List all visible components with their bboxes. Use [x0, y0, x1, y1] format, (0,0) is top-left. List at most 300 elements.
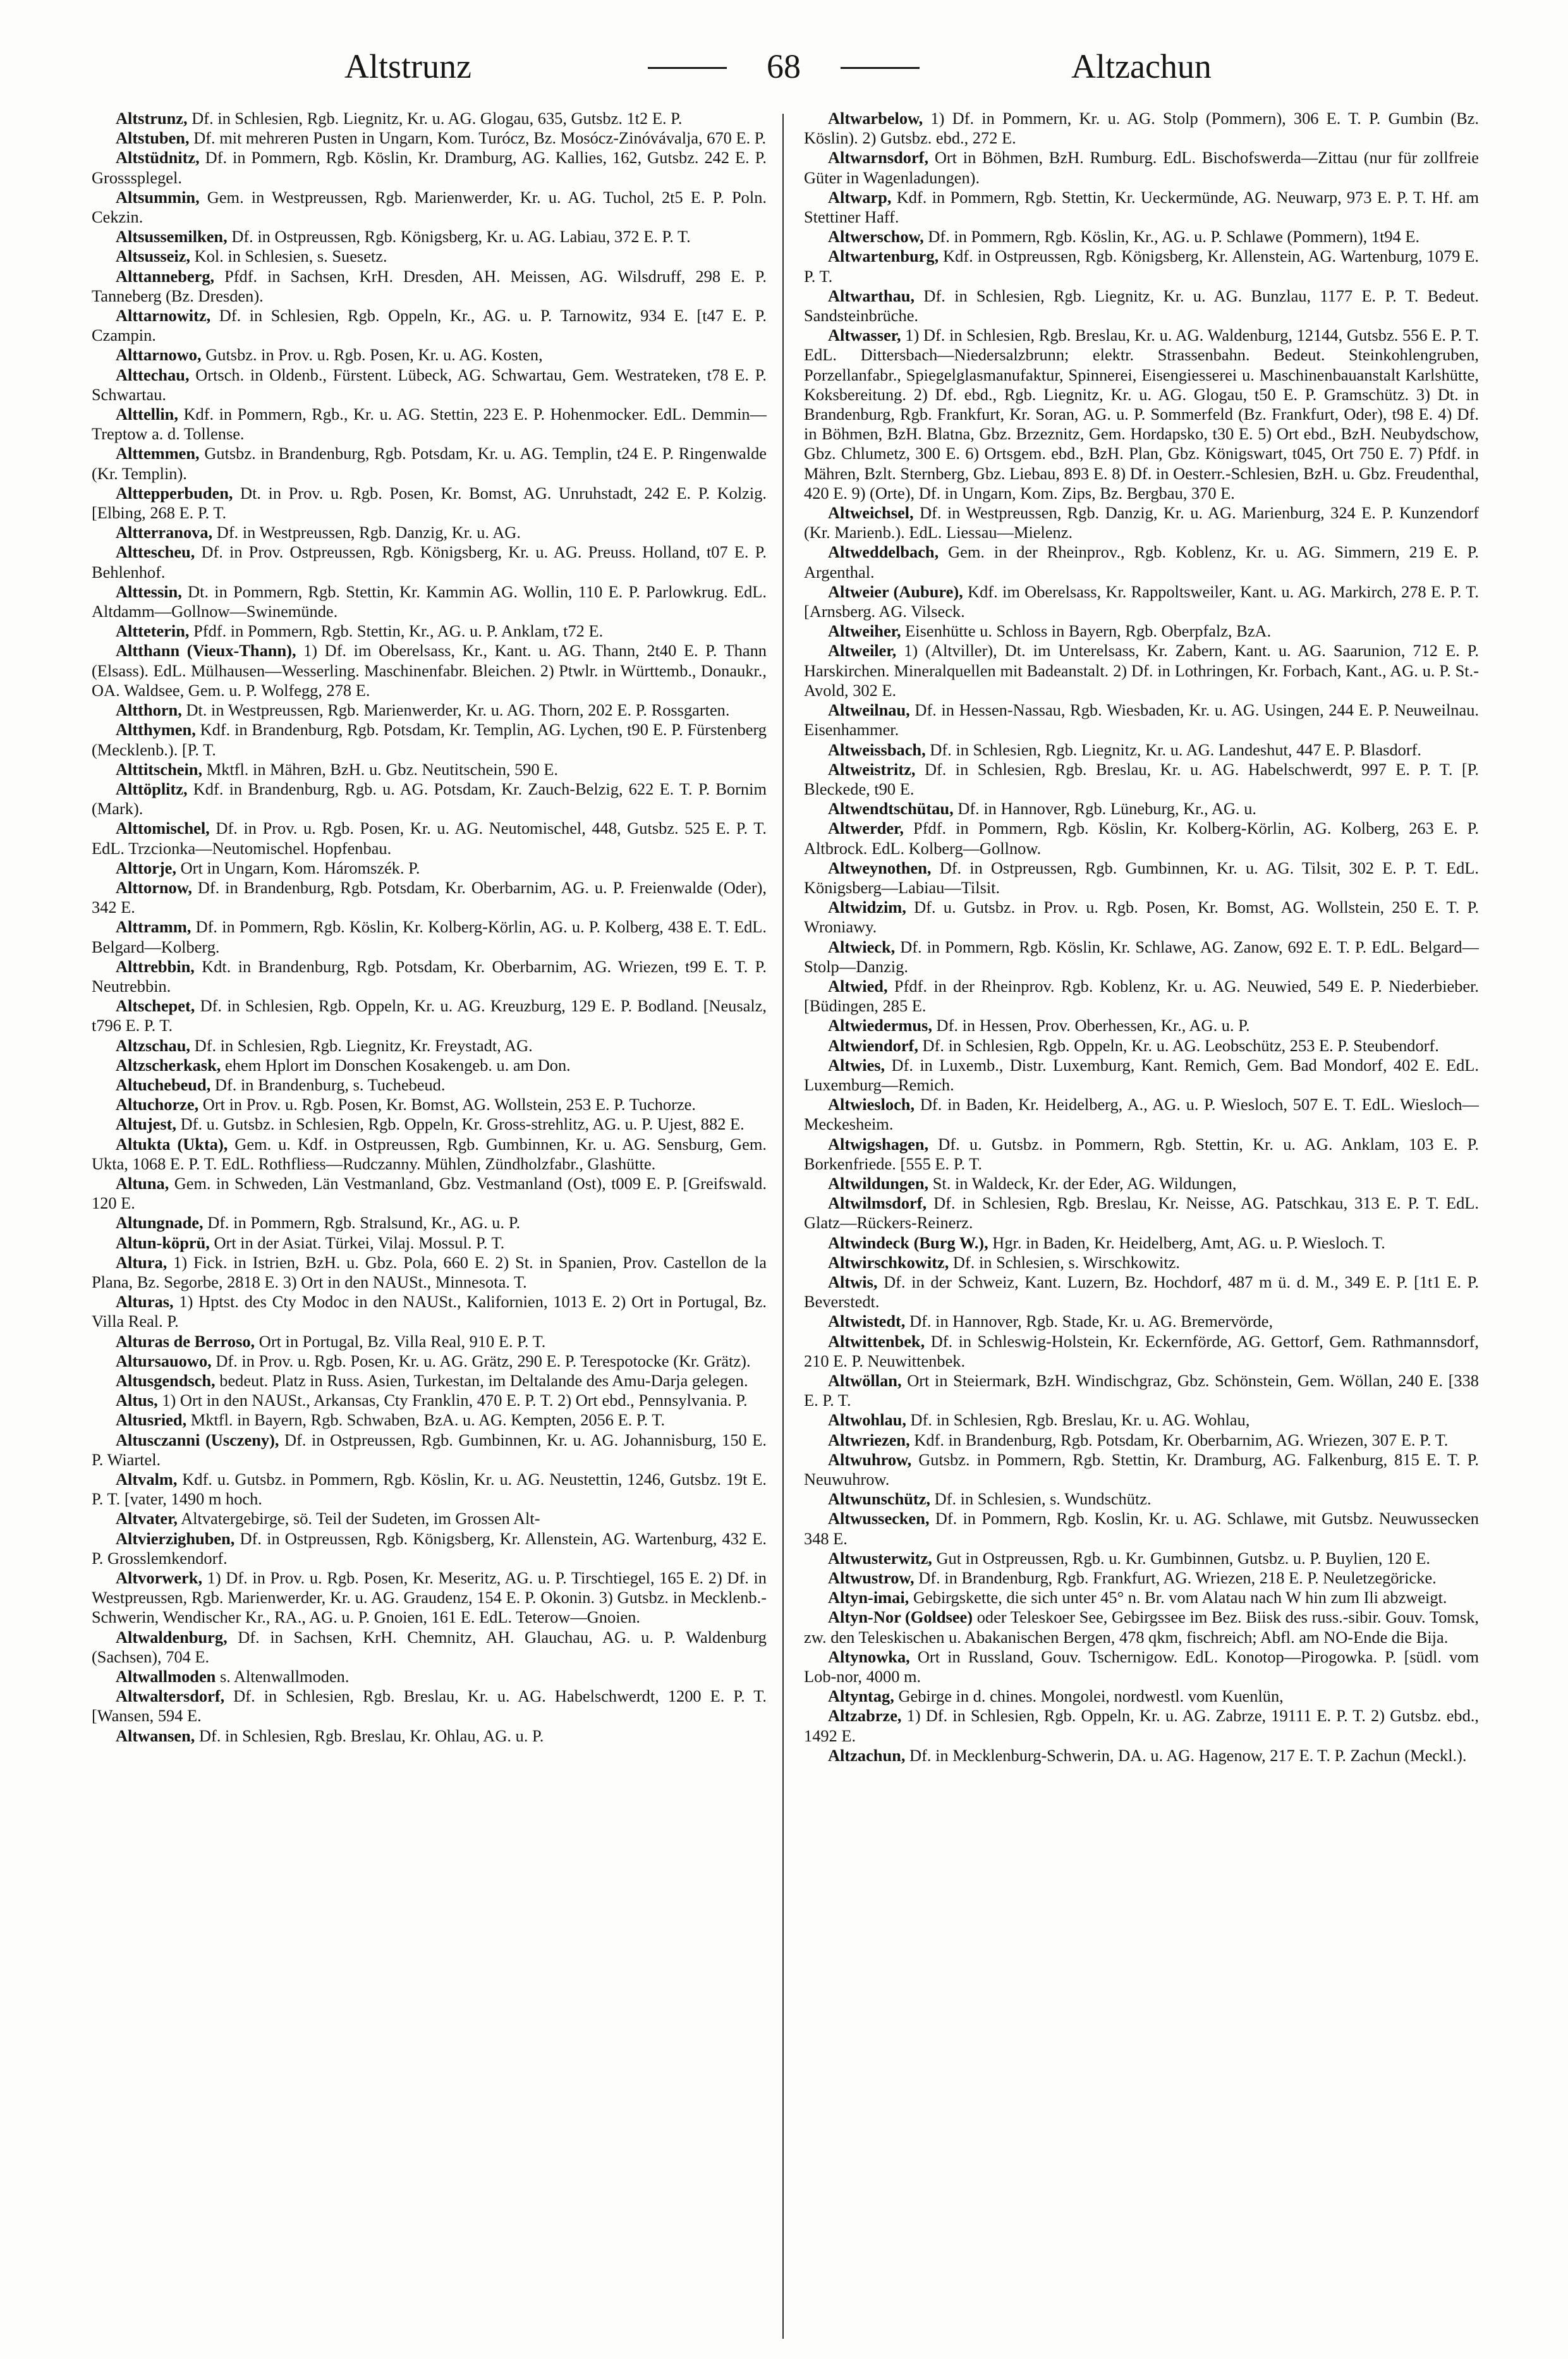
entry-term: Altukta (Ukta),	[116, 1134, 228, 1154]
gazetteer-entry	[804, 819, 1479, 858]
entry-term: Altyntag,	[828, 1686, 894, 1706]
entry-body: Pfdf. in der Rheinprov. Rgb. Koblenz, Kr. u. AG. Neuwied, 549 E. P. Niederbieber. [Büdingen, 285 E.	[804, 976, 1479, 1016]
entry-body: Kdf. in Brandenburg, Rgb. u. AG. Potsdam, Kr. Zauch-Belzig, 622 E. T. P. Bornim (Mark).	[92, 779, 767, 819]
entry-body: 1) Df. in Pommern, Kr. u. AG. Stolp (Pommern), 306 E. T. P. Gumbin (Bz. Köslin). 2) Gutsbz. ebd., 272 E.	[804, 109, 1479, 148]
entry-body: Df. mit mehreren Pusten in Ungarn, Kom. Turócz, Bz. Mosócz-Zinóvávalja, 670 E. P.	[193, 128, 767, 148]
entry-body: 1) Df. in Prov. u. Rgb. Posen, Kr. Meseritz, AG. u. P. Tirschtiegel, 165 E. 2) Df. in Westpreussen, Rgb. Marienwerder, Kr. u. AG. Graudenz, 154 E. P. Okonin. 3) Gutsbz. in Mecklenb.-Schwerin, Wendischer Kr., RA., AG. u. P. Gnoien, 161 E. EdL. Teterow—Gnoien.	[92, 1568, 767, 1627]
entry-body: Kdf. in Brandenburg, Rgb. Potsdam, Kr. Templin, AG. Lychen, t90 E. P. Fürstenberg (Mecklenb.). [P. T.	[92, 720, 767, 759]
entry-term: Altwistedt,	[828, 1312, 906, 1331]
gazetteer-entry	[804, 1430, 1479, 1450]
gazetteer-entry	[92, 720, 767, 759]
entry-term: Alttomischel,	[116, 819, 210, 838]
entry-body: Df. in Schlesien, Rgb. Liegnitz, Kr. u. AG. Landeshut, 447 E. P. Blasdorf.	[930, 740, 1422, 759]
gazetteer-entry	[804, 286, 1479, 326]
entry-term: Alttornow,	[116, 877, 192, 897]
gazetteer-entry	[804, 542, 1479, 582]
entry-term: Alttrebbin,	[116, 956, 195, 976]
entry-body: Df. in Ostpreussen, Rgb. Königsberg, Kr. Allenstein, AG. Wartenburg, 432 E. P. Grosslemkendorf.	[92, 1528, 767, 1568]
gazetteer-entry	[804, 700, 1479, 740]
entry-term: Altwarp,	[828, 187, 892, 207]
gazetteer-entry	[804, 1549, 1479, 1568]
entry-body: Df. in Ostpreussen, Rgb. Königsberg, Kr. u. AG. Labiau, 372 E. P. T.	[231, 227, 691, 247]
entry-term: Altzabrze,	[828, 1706, 902, 1726]
entry-term: Alttorje,	[116, 858, 176, 877]
entry-term: Altwallmoden	[116, 1667, 216, 1686]
gazetteer-entry	[804, 1095, 1479, 1134]
entry-body: Df. in Schlesien, s. Wirschkowitz.	[952, 1252, 1180, 1272]
gazetteer-entry	[92, 700, 767, 720]
entry-body: Kdf. u. Gutsbz. in Pommern, Rgb. Köslin, Kr. u. AG. Neustettin, 1246, Gutsbz. 19t E. P. T. [vater, 1490 m hoch.	[92, 1470, 767, 1509]
header-dash-right	[841, 67, 920, 69]
entry-term: Altweichsel,	[828, 503, 914, 523]
entry-term: Altus,	[116, 1391, 158, 1410]
entry-body: Df. in Brandenburg, s. Tuchebeud.	[214, 1075, 446, 1094]
gazetteer-entry	[804, 109, 1479, 148]
entry-term: Altujest,	[116, 1114, 177, 1134]
entry-body: 1) Fick. in Istrien, BzH. u. Gbz. Pola, 660 E. 2) St. in Spanien, Prov. Castellon de la Plana, Bz. Segorbe, 2818 E. 3) Ort in den NAUSt., Minnesota. T.	[92, 1252, 767, 1291]
entry-term: Altwunschütz,	[828, 1489, 931, 1509]
entry-body: Df. u. Gutsbz. in Schlesien, Rgb. Oppeln, Kr. Gross-strehlitz, AG. u. P. Ujest, 882 E.	[180, 1114, 744, 1134]
gazetteer-entry	[804, 1193, 1479, 1233]
gazetteer-entry	[92, 1351, 767, 1371]
entry-term: Altweiler,	[828, 641, 897, 661]
gazetteer-entry	[92, 345, 767, 365]
entry-body: Kdf. in Ostpreussen, Rgb. Königsberg, Kr. Allenstein, AG. Wartenburg, 1079 E. P. T.	[804, 247, 1479, 286]
entry-term: Altweier (Aubure),	[828, 582, 963, 601]
gazetteer-entry	[92, 760, 767, 779]
entry-body: Eisenhütte u. Schloss in Bayern, Rgb. Oberpfalz, BzA.	[905, 621, 1272, 641]
gazetteer-entry	[804, 621, 1479, 641]
gazetteer-entry	[92, 1075, 767, 1095]
gazetteer-entry	[804, 188, 1479, 227]
entry-body: 1) Hptst. des Cty Modoc in den NAUSt., Kalifornien, 1013 E. 2) Ort in Portugal, Bz. Villa Real. P.	[92, 1292, 767, 1331]
gazetteer-entry	[92, 779, 767, 819]
entry-body: 1) Ort in den NAUSt., Arkansas, Cty Franklin, 470 E. P. T. 2) Ort ebd., Pennsylvania. P.	[162, 1391, 748, 1410]
gazetteer-entry	[92, 1686, 767, 1726]
entry-body: Gem. in der Rheinprov., Rgb. Koblenz, Kr. u. AG. Simmern, 219 E. P. Argenthal.	[804, 542, 1479, 582]
gazetteer-entry	[92, 1114, 767, 1134]
entry-term: Altura,	[116, 1252, 167, 1272]
gazetteer-entry	[804, 760, 1479, 799]
entry-term: Altwied,	[828, 976, 888, 996]
gazetteer-entry	[804, 582, 1479, 621]
entry-term: Altthymen,	[116, 720, 196, 740]
entry-term: Altteterin,	[116, 621, 190, 641]
gazetteer-entry	[804, 858, 1479, 898]
gazetteer-entry	[804, 148, 1479, 187]
entry-body: Df. in Hessen-Nassau, Rgb. Wiesbaden, Kr. u. AG. Usingen, 244 E. P. Neuweilnau. Eisenhammer.	[804, 700, 1479, 740]
entry-body: St. in Waldeck, Kr. der Eder, AG. Wildungen,	[932, 1173, 1237, 1193]
entry-term: Alttellin,	[116, 405, 178, 424]
entry-term: Altwarnsdorf,	[828, 148, 929, 168]
gazetteer-entry	[804, 1746, 1479, 1765]
gazetteer-entry	[92, 1056, 767, 1075]
gazetteer-entry	[92, 1470, 767, 1509]
entry-body: Ort in der Asiat. Türkei, Vilaj. Mossul. P. T.	[214, 1233, 505, 1252]
entry-term: Altwohlau,	[828, 1410, 906, 1430]
gazetteer-entry	[804, 977, 1479, 1016]
entry-body: Df. in Brandenburg, Rgb. Frankfurt, AG. Wriezen, 218 E. P. Neuletzegöricke.	[918, 1568, 1437, 1588]
entry-body: Df. in Schlesien, Rgb. Liegnitz, Kr. u. AG. Glogau, 635, Gutsbz. 1t2 E. P.	[191, 109, 683, 128]
entry-term: Altuchorze,	[116, 1095, 199, 1114]
gazetteer-entry	[92, 1391, 767, 1410]
entry-body: Ort in Russland, Gouv. Tschernigow. EdL. Konotop—Pirogowka. P. [südl. vom Lob-nor, 4000 m.	[804, 1647, 1479, 1686]
entry-body: Gem. in Westpreussen, Rgb. Marienwerder, Kr. u. AG. Tuchol, 2t5 E. P. Poln. Cekzin.	[92, 187, 767, 227]
entry-term: Altterranova,	[116, 523, 213, 542]
gazetteer-entry	[92, 621, 767, 641]
entry-body: Df. in Schlesien, Rgb. Breslau, Kr. u. AG. Wohlau,	[910, 1410, 1250, 1430]
entry-term: Altwilmsdorf,	[828, 1193, 927, 1213]
gazetteer-entry	[92, 1410, 767, 1430]
gazetteer-entry	[804, 1509, 1479, 1548]
entry-term: Altursauowo,	[116, 1351, 212, 1370]
entry-term: Altwiesloch,	[828, 1095, 915, 1114]
entry-term: Altvater,	[116, 1509, 178, 1528]
entry-body: Gut in Ostpreussen, Rgb. u. Kr. Gumbinnen, Gutsbz. u. P. Buylien, 120 E.	[936, 1548, 1430, 1568]
entry-term: Altyn-imai,	[828, 1588, 909, 1607]
gazetteer-entry	[92, 444, 767, 483]
gazetteer-entry	[92, 267, 767, 306]
entry-term: Altusczanni (Usczeny),	[116, 1430, 279, 1449]
entry-body: Ort in Prov. u. Rgb. Posen, Kr. Bomst, AG. Wollstein, 253 E. P. Tuchorze.	[202, 1095, 696, 1114]
gazetteer-entry	[804, 1588, 1479, 1607]
entry-body: 1) Df. im Oberelsass, Kr., Kant. u. AG. Thann, 2t40 E. P. Thann (Elsass). EdL. Mülhausen—Wesserling. Maschinenfabr. Bleichen. 2) Ptwlr. in Württemb., Donaukr., OA. Waldsee, Gem. u. P. Wolfegg, 278 E.	[92, 641, 767, 700]
entry-body: s. Altenwallmoden.	[219, 1667, 349, 1686]
entry-body: 1) (Altviller), Dt. im Unterelsass, Kr. Zabern, Kant. u. AG. Saarunion, 712 E. P. Harskirchen. Mineralquellen mit Badeanstalt. 2) Df. in Lothringen, Kr. Forbach, Kant., AG. u. P. St.-Avold, 302 E.	[804, 641, 1479, 700]
entry-term: Altuchebeud,	[116, 1075, 211, 1094]
entry-term: Alttemmen,	[116, 444, 200, 463]
entry-body: Df. in Hessen, Prov. Oberhessen, Kr., AG. u. P.	[936, 1016, 1250, 1035]
entry-term: Alttanneberg,	[116, 266, 215, 286]
gazetteer-entry	[92, 1509, 767, 1528]
entry-term: Altwusterwitz,	[828, 1548, 932, 1568]
page-number: 68	[767, 47, 801, 85]
entry-body: Pfdf. in Sachsen, KrH. Dresden, AH. Meissen, AG. Wilsdruff, 298 E. P. Tanneberg (Bz. Dresden).	[92, 266, 767, 305]
gazetteer-entry	[92, 1213, 767, 1233]
entry-body: Kdt. in Brandenburg, Rgb. Potsdam, Kr. Oberbarnim, AG. Wriezen, t99 E. T. P. Neutrebbin.	[92, 956, 767, 996]
entry-term: Altsusseiz,	[116, 247, 191, 266]
entry-body: Kdf. in Pommern, Rgb. Stettin, Kr. Ueckermünde, AG. Neuwarp, 973 E. P. T. Hf. am Stettiner Haff.	[804, 187, 1479, 227]
entry-body: oder Teleskoer See, Gebirgssee im Bez. Biisk des russ.-sibir. Gouv. Tomsk, zw. den Teleskischen u. Abakanischen Bergen, 478 qkm, fischreich; Abfl. am NO-Ende die Bija.	[804, 1607, 1479, 1647]
entry-term: Altvalm,	[116, 1470, 178, 1489]
entry-term: Alttramm,	[116, 917, 191, 937]
gazetteer-entry	[92, 148, 767, 187]
entry-term: Altschepet,	[116, 996, 195, 1016]
gazetteer-entry	[804, 1312, 1479, 1331]
gazetteer-entry	[804, 1371, 1479, 1410]
entry-term: Altwirschkowitz,	[828, 1252, 949, 1272]
entry-term: Alttescheu,	[116, 542, 195, 562]
gazetteer-entry	[92, 1253, 767, 1292]
gazetteer-entry	[804, 799, 1479, 819]
gazetteer-entry	[92, 227, 767, 247]
gazetteer-entry	[92, 1292, 767, 1331]
entry-body: Df. in Westpreussen, Rgb. Danzig, Kr. u. AG.	[216, 523, 521, 542]
entry-term: Altstrunz,	[116, 109, 188, 128]
entry-body: Df. u. Gutsbz. in Prov. u. Rgb. Posen, Kr. Bomst, AG. Wollstein, 250 E. T. P. Wroniawy.	[804, 898, 1479, 937]
gazetteer-entry	[804, 1056, 1479, 1095]
entry-term: Altwildungen,	[828, 1173, 929, 1193]
gazetteer-entry	[804, 503, 1479, 542]
entry-term: Altstüdnitz,	[116, 148, 200, 168]
entry-term: Altwriezen,	[828, 1430, 910, 1449]
entry-term: Altstuben,	[116, 128, 190, 148]
entry-body: Df. in Pommern, Rgb. Köslin, Kr. Schlawe, AG. Zanow, 692 E. T. P. EdL. Belgard—Stolp—Danzig.	[804, 937, 1479, 976]
gazetteer-entry	[804, 937, 1479, 977]
gazetteer-entry	[92, 1095, 767, 1114]
entry-body: Df. in Schlesien, Rgb. Liegnitz, Kr. u. AG. Bunzlau, 1177 E. P. T. Bedeut. Sandsteinbrüche.	[804, 286, 1479, 326]
entry-term: Altwiendorf,	[828, 1035, 918, 1055]
entry-term: Altuna,	[116, 1173, 169, 1193]
entry-body: Altvatergebirge, sö. Teil der Sudeten, im Grossen Alt-	[181, 1509, 540, 1528]
gazetteer-entry	[92, 1529, 767, 1568]
entry-body: 1) Df. in Schlesien, Rgb. Oppeln, Kr. u. AG. Zabrze, 19111 E. P. T. 2) Gutsbz. ebd., 1492 E.	[804, 1706, 1479, 1745]
entry-body: Df. in Prov. u. Rgb. Posen, Kr. u. AG. Grätz, 290 E. P. Terespotocke (Kr. Grätz).	[216, 1351, 751, 1370]
entry-body: Df. in Pommern, Rgb. Köslin, Kr. Dramburg, AG. Kallies, 162, Gutsbz. 242 E. P. Grosssplegel.	[92, 148, 767, 187]
entry-body: Df. in Pommern, Rgb. Koslin, Kr. u. AG. Schlawe, mit Gutsbz. Neuwussecken 348 E.	[804, 1509, 1479, 1548]
gazetteer-entry	[92, 128, 767, 148]
entry-body: Df. in Schlesien, Rgb. Liegnitz, Kr. Freystadt, AG.	[194, 1035, 533, 1055]
entry-body: ehem Hplort im Donschen Kosakengeb. u. am Don.	[225, 1055, 571, 1075]
gazetteer-entry	[92, 109, 767, 128]
entry-body: Kdf. in Brandenburg, Rgb. Potsdam, Kr. Oberbarnim, AG. Wriezen, 307 E. P. T.	[914, 1430, 1449, 1449]
entry-body: Df. in Pommern, Rgb. Köslin, Kr., AG. u. P. Schlawe (Pommern), 1t94 E.	[928, 227, 1420, 247]
entry-term: Altwaldenburg,	[116, 1627, 228, 1647]
page-header	[0, 44, 1568, 88]
gazetteer-entry	[804, 227, 1479, 247]
entry-term: Altusried,	[116, 1410, 187, 1430]
entry-body: Df. in Ostpreussen, Rgb. Gumbinnen, Kr. u. AG. Johannisburg, 150 E. P. Wiartel.	[92, 1430, 767, 1469]
entry-body: Hgr. in Baden, Kr. Heidelberg, Amt, AG. u. P. Wiesloch. T.	[992, 1233, 1385, 1252]
entry-term: Altwuhrow,	[828, 1449, 912, 1469]
entry-term: Altsussemilken,	[116, 227, 228, 247]
entry-body: Df. in Westpreussen, Rgb. Danzig, Kr. u. AG. Marienburg, 324 E. P. Kunzendorf (Kr. Marienb.). EdL. Liessau—Mielenz.	[804, 503, 1479, 542]
entry-term: Alttechau,	[116, 365, 190, 384]
entry-term: Altwarthau,	[828, 286, 915, 305]
entry-term: Altwarbelow,	[828, 109, 923, 128]
gazetteer-entry	[92, 523, 767, 542]
entry-body: Dt. in Prov. u. Rgb. Posen, Kr. Bomst, AG. Unruhstadt, 242 E. P. Kolzig. [Elbing, 268 E. P. T.	[92, 483, 767, 523]
entry-term: Altungnade,	[116, 1213, 204, 1233]
entry-term: Altwansen,	[116, 1726, 195, 1745]
entry-body: Df. in der Schweiz, Kant. Luzern, Bz. Hochdorf, 487 m ü. d. M., 349 E. P. [1t1 E. P. Beverstedt.	[804, 1272, 1479, 1312]
entry-body: bedeut. Platz in Russ. Asien, Turkestan, im Deltalande des Amu-Darja gelegen.	[219, 1371, 748, 1390]
gazetteer-entry	[804, 1647, 1479, 1686]
gazetteer-entry	[92, 306, 767, 345]
gazetteer-entry	[804, 1686, 1479, 1706]
entry-term: Altwittenbek,	[828, 1331, 925, 1351]
gazetteer-entry	[804, 326, 1479, 503]
gazetteer-entry	[804, 1332, 1479, 1371]
gazetteer-entry	[92, 405, 767, 444]
gazetteer-entry	[92, 188, 767, 227]
gazetteer-entry	[804, 740, 1479, 760]
entry-term: Altvierzighuben,	[116, 1528, 235, 1548]
entry-term: Altwis,	[828, 1272, 878, 1291]
entry-term: Altwerschow,	[828, 227, 924, 247]
entry-term: Altzschau,	[116, 1035, 191, 1055]
gazetteer-entry	[804, 1253, 1479, 1272]
entry-body: Kol. in Schlesien, s. Suesetz.	[194, 247, 387, 266]
entry-body: Df. in Schlesien, Rgb. Oppeln, Kr. u. AG. Kreuzburg, 129 E. P. Bodland. [Neusalz, t796 E. P. T.	[92, 996, 767, 1035]
gazetteer-entry	[92, 917, 767, 956]
gazetteer-entry	[92, 957, 767, 996]
gazetteer-entry	[92, 365, 767, 405]
gazetteer-entry	[92, 819, 767, 858]
gazetteer-entry	[92, 878, 767, 917]
entry-body: Df. in Schlesien, Rgb. Oppeln, Kr. u. AG. Leobschütz, 253 E. P. Steubendorf.	[922, 1035, 1439, 1055]
entry-body: Df. in Ostpreussen, Rgb. Gumbinnen, Kr. u. AG. Tilsit, 302 E. P. T. EdL. Königsberg—Labiau—Tilsit.	[804, 858, 1479, 897]
gazetteer-entry	[804, 1607, 1479, 1647]
entry-term: Altwendtschütau,	[828, 799, 954, 819]
entry-body: Pfdf. in Pommern, Rgb. Stettin, Kr., AG. u. P. Anklam, t72 E.	[193, 621, 604, 641]
entry-term: Altwasser,	[828, 326, 901, 345]
gazetteer-entry	[92, 1036, 767, 1056]
gazetteer-entry	[92, 1726, 767, 1746]
entry-term: Altwidzim,	[828, 898, 906, 917]
gazetteer-entry	[92, 858, 767, 878]
header-left-term: Altstrunz	[344, 47, 471, 85]
entry-body: 1) Df. in Schlesien, Rgb. Breslau, Kr. u. AG. Waldenburg, 12144, Gutsbz. 556 E. P. T. EdL. Dittersbach—Niedersalzbrunn; elektr. Strassenbahn. Bedeut. Steinkohlengruben, Porzellanfabr., Spiegelglasmanufaktur, Spinnerei, Eisengiesserei u. Maschinenbauanstalt Karlshütte, Koksbereitung. 2) Df. ebd., Rgb. Liegnitz, Kr. u. AG. Glogau, t50 E. P. Gramschütz. 3) Dt. in Brandenburg, Rgb. Frankfurt, Kr. Soran, AG. u. P. Sommerfeld (Bz. Frankfurt, Oder), t98 E. 4) Df. in Böhmen, BzH. Blatna, Gbz. Brzeznitz, Gem. Hordapsko, t30 E. 5) Ort ebd., BzH. Neubydschow, Gbz. Chlumetz, 300 E. 6) Ortsgem. ebd., BzH. Plan, Gbz. Königswart, t045, Ort 750 E. 7) Pfdf. in Mähren, Bzlt. Sternberg, Gbz. Liebau, 893 E. 8) Df. in Oesterr.-Schlesien, BzH. u. Gbz. Freudenthal, 420 E. 9) (Orte), Df. in Ungarn, Kom. Zips, Bz. Bergbau, 370 E.	[804, 326, 1479, 503]
entry-term: Alturas de Berroso,	[116, 1331, 255, 1351]
entry-body: Df. in Schlesien, Rgb. Breslau, Kr. u. AG. Habelschwerdt, 997 E. P. T. [P. Bleckede, t90 E.	[804, 759, 1479, 798]
entry-body: Df. in Schlesien, Rgb. Breslau, Kr. Ohlau, AG. u. P.	[198, 1726, 544, 1745]
entry-body: Ort in Portugal, Bz. Villa Real, 910 E. P. T.	[258, 1331, 546, 1351]
entry-term: Altynowka,	[828, 1647, 910, 1666]
gazetteer-entry	[804, 1568, 1479, 1588]
entry-term: Altweddelbach,	[828, 542, 939, 562]
entry-term: Altwies,	[828, 1055, 885, 1075]
gazetteer-entry	[92, 1371, 767, 1391]
entry-term: Altweynothen,	[828, 858, 932, 877]
entry-term: Altyn-Nor (Goldsee)	[828, 1607, 973, 1627]
entry-term: Altwussecken,	[828, 1509, 930, 1528]
entry-body: Df. in Schlesien, s. Wundschütz.	[934, 1489, 1152, 1509]
entry-term: Altweilnau,	[828, 700, 910, 720]
entry-body: Df. in Hannover, Rgb. Lüneburg, Kr., AG. u.	[957, 799, 1257, 819]
gazetteer-entry	[92, 247, 767, 266]
entry-body: Df. in Brandenburg, Rgb. Potsdam, Kr. Oberbarnim, AG. u. P. Freienwalde (Oder), 342 E.	[92, 877, 767, 917]
entry-body: Df. in Hannover, Rgb. Stade, Kr. u. AG. Bremervörde,	[909, 1312, 1273, 1331]
entry-body: Gem. u. Kdf. in Ostpreussen, Rgb. Gumbinnen, Kr. u. AG. Sensburg, Gem. Ukta, 1068 E. P. T. EdL. Rothfliess—Rudczanny. Mühlen, Zündholzfabr., Glashütte.	[92, 1134, 767, 1173]
entry-body: Gem. in Schweden, Län Vestmanland, Gbz. Vestmanland (Ost), t009 E. P. [Greifswald. 120 E.	[92, 1173, 767, 1213]
right-column	[804, 109, 1479, 2334]
gazetteer-entry	[92, 1568, 767, 1628]
gazetteer-entry	[92, 1135, 767, 1174]
gazetteer-entry	[804, 641, 1479, 700]
entry-term: Altzachun,	[828, 1745, 906, 1765]
entry-body: Gutsbz. in Pommern, Rgb. Stettin, Kr. Dramburg, AG. Falkenburg, 815 E. T. P. Neuwuhrow.	[804, 1449, 1479, 1489]
entry-term: Alttarnowo,	[116, 345, 202, 365]
entry-term: Alttepperbuden,	[116, 483, 233, 503]
entry-body: Ort in Ungarn, Kom. Háromszék. P.	[180, 858, 420, 877]
entry-body: Pfdf. in Pommern, Rgb. Köslin, Kr. Kolberg-Körlin, AG. Kolberg, 263 E. P. Altbrock. EdL. Kolberg—Gollnow.	[804, 819, 1479, 858]
entry-term: Altthorn,	[116, 700, 182, 720]
entry-term: Altwieck,	[828, 937, 896, 956]
entry-body: Df. in Schlesien, Rgb. Breslau, Kr. u. AG. Habelschwerdt, 1200 E. P. T. [Wansen, 594 E.	[92, 1686, 767, 1726]
entry-term: Altweissbach,	[828, 740, 926, 759]
gazetteer-entry	[804, 1489, 1479, 1509]
entry-term: Altwartenburg,	[828, 247, 939, 266]
entry-body: Mktfl. in Mähren, BzH. u. Gbz. Neutitschein, 590 E.	[206, 759, 558, 779]
entry-term: Alttarnowitz,	[116, 306, 211, 326]
gazetteer-entry	[804, 1135, 1479, 1174]
gazetteer-entry	[92, 1628, 767, 1667]
entry-body: Mktfl. in Bayern, Rgb. Schwaben, BzA. u. AG. Kempten, 2056 E. P. T.	[190, 1410, 665, 1430]
left-column	[92, 109, 767, 2334]
entry-term: Altthann (Vieux-Thann),	[116, 641, 296, 661]
gazetteer-entry	[804, 247, 1479, 286]
gazetteer-entry	[92, 996, 767, 1035]
entry-body: Gutsbz. in Prov. u. Rgb. Posen, Kr. u. AG. Kosten,	[205, 345, 543, 365]
entry-body: Gebirge in d. chines. Mongolei, nordwestl. vom Kuenlün,	[898, 1686, 1284, 1706]
gazetteer-entry	[92, 1233, 767, 1253]
entry-body: Df. u. Gutsbz. in Pommern, Rgb. Stettin, Kr. u. AG. Anklam, 103 E. P. Borkenfriede. [555 E. P. T.	[804, 1134, 1479, 1173]
entry-body: Kdf. in Pommern, Rgb., Kr. u. AG. Stettin, 223 E. P. Hohenmocker. EdL. Demmin—Treptow a. d. Tollense.	[92, 405, 767, 444]
gazetteer-entry	[92, 1174, 767, 1213]
entry-term: Alttitschein,	[116, 759, 203, 779]
gazetteer-entry	[804, 1016, 1479, 1035]
entry-body: Df. in Prov. u. Rgb. Posen, Kr. u. AG. Neutomischel, 448, Gutsbz. 525 E. P. T. EdL. Trzcionka—Neutomischel. Hopfenbau.	[92, 819, 767, 858]
entry-term: Altwigshagen,	[828, 1134, 929, 1154]
entry-body: Gutsbz. in Brandenburg, Rgb. Potsdam, Kr. u. AG. Templin, t24 E. P. Ringenwalde (Kr. Templin).	[92, 444, 767, 483]
entry-term: Alttessin,	[116, 582, 182, 601]
entry-term: Altwiedermus,	[828, 1016, 932, 1035]
entry-body: Df. in Schleswig-Holstein, Kr. Eckernförde, AG. Gettorf, Gem. Rathmannsdorf, 210 E. P. Neuwittenbek.	[804, 1331, 1479, 1370]
gazetteer-entry	[804, 1174, 1479, 1193]
entry-term: Altvorwerk,	[116, 1568, 203, 1588]
entry-term: Altwindeck (Burg W.),	[828, 1233, 988, 1252]
gazetteer-entry	[804, 1410, 1479, 1430]
entry-body: Ortsch. in Oldenb., Fürstent. Lübeck, AG. Schwartau, Gem. Westrateken, t78 E. P. Schwartau.	[92, 365, 767, 404]
gazetteer-entry	[92, 641, 767, 700]
entry-term: Altwaltersdorf,	[116, 1686, 225, 1706]
entry-body: Df. in Mecklenburg-Schwerin, DA. u. AG. Hagenow, 217 E. T. P. Zachun (Meckl.).	[909, 1745, 1467, 1765]
gazetteer-entry	[804, 1272, 1479, 1312]
gazetteer-entry	[92, 1332, 767, 1351]
gazetteer-entry	[804, 1450, 1479, 1489]
entry-body: Ort in Steiermark, BzH. Windischgraz, Gbz. Schönstein, Gem. Wöllan, 240 E. [338 E. P. T.	[804, 1371, 1479, 1410]
entry-body: Df. in Luxemb., Distr. Luxemburg, Kant. Remich, Gem. Bad Mondorf, 402 E. EdL. Luxemburg—Remich.	[804, 1055, 1479, 1094]
entry-body: Df. in Schlesien, Rgb. Oppeln, Kr., AG. u. P. Tarnowitz, 934 E. [t47 E. P. Czampin.	[92, 306, 767, 345]
entry-term: Altsummin,	[116, 187, 200, 207]
entry-body: Df. in Baden, Kr. Heidelberg, A., AG. u. P. Wiesloch, 507 E. T. EdL. Wiesloch—Meckesheim.	[804, 1095, 1479, 1134]
entry-term: Altweiher,	[828, 621, 901, 641]
entry-term: Altusgendsch,	[116, 1371, 216, 1390]
gazetteer-entry	[92, 1430, 767, 1470]
entry-body: Gebirgskette, die sich unter 45° n. Br. vom Alatau nach W hin zum Ili abzweigt.	[913, 1588, 1447, 1607]
entry-term: Alttöplitz,	[116, 779, 188, 798]
entry-body: Df. in Schlesien, Rgb. Breslau, Kr. Neisse, AG. Patschkau, 313 E. P. T. EdL. Glatz—Rückers-Reinerz.	[804, 1193, 1479, 1233]
gazetteer-entry	[92, 484, 767, 523]
gazetteer-entry	[92, 582, 767, 621]
entry-term: Altweistritz,	[828, 759, 916, 779]
gazetteer-entry	[804, 1036, 1479, 1056]
header-right-term: Altzachun	[1071, 47, 1212, 85]
column-divider	[782, 114, 784, 2339]
gazetteer-entry	[804, 898, 1479, 937]
entry-body: Df. in Sachsen, KrH. Chemnitz, AH. Glauchau, AG. u. P. Waldenburg (Sachsen), 704 E.	[92, 1627, 767, 1666]
entry-body: Df. in Pommern, Rgb. Köslin, Kr. Kolberg-Körlin, AG. u. P. Kolberg, 438 E. T. EdL. Belgard—Kolberg.	[92, 917, 767, 956]
entry-term: Alturas,	[116, 1292, 174, 1312]
entry-body: Df. in Prov. Ostpreussen, Rgb. Königsberg, Kr. u. AG. Preuss. Holland, t07 E. P. Behlenhof.	[92, 542, 767, 582]
entry-term: Altzscherkask,	[116, 1055, 221, 1075]
entry-term: Altwerder,	[828, 819, 904, 838]
entry-body: Ort in Böhmen, BzH. Rumburg. EdL. Bischofswerda—Zittau (nur für zollfreie Güter in Wagenladungen).	[804, 148, 1479, 187]
entry-body: Dt. in Westpreussen, Rgb. Marienwerder, Kr. u. AG. Thorn, 202 E. P. Rossgarten.	[186, 700, 730, 720]
gazetteer-entry	[92, 542, 767, 582]
entry-term: Altun-köprü,	[116, 1233, 210, 1252]
